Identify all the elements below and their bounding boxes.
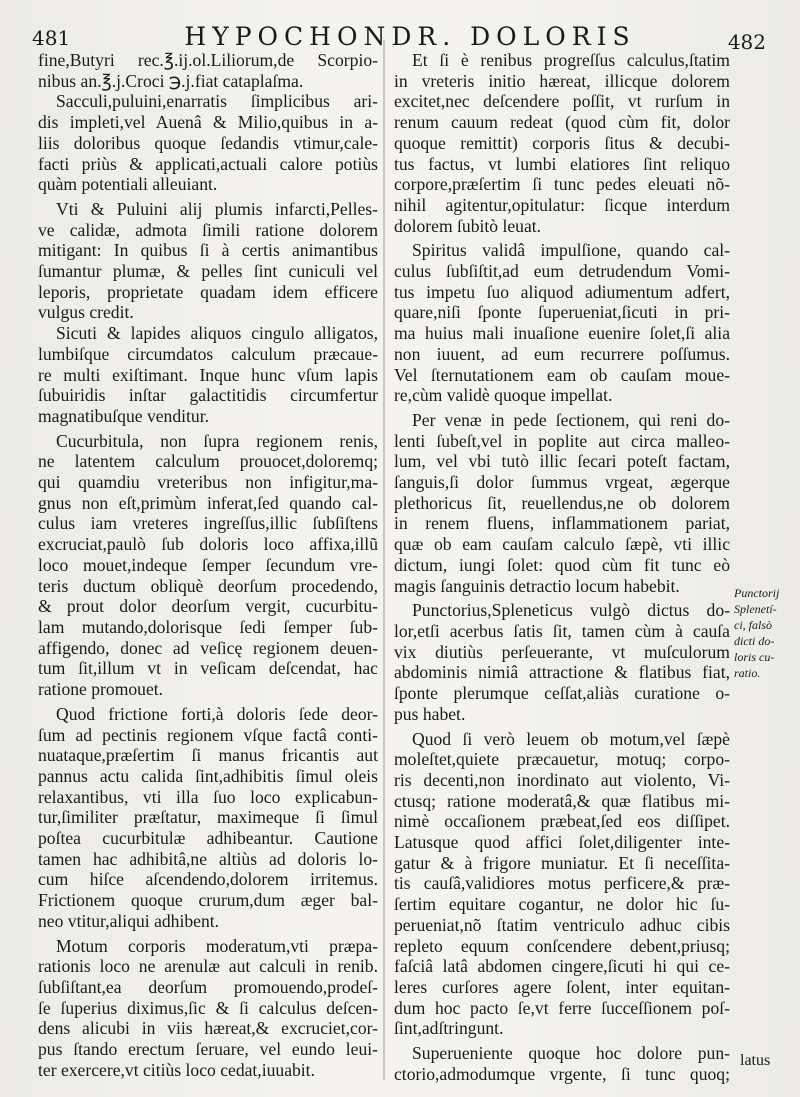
left-column-line: Vti & Puluini alij plumis infarcti,Pelles- <box>56 198 378 219</box>
left-column-line: poſtea cucurbitulæ adhibeantur. Cautione <box>38 828 378 849</box>
left-column-line: lumbiſque circumdatos calculum præcaue- <box>38 343 378 364</box>
left-column-line: & prout dolor deorſum vergit, cucurbitu- <box>38 596 378 617</box>
left-column-line: magnatibuſque venditur. <box>38 405 210 426</box>
right-column-line: Spiritus validâ impulſione, quando cal- <box>412 240 730 261</box>
right-column-line: lor,etſi acerbus ſatis ſit, tamen cùm à cauſa <box>394 620 730 641</box>
right-column-line: quæ ob eam cauſam calculo ſæpè, vti illic <box>394 534 730 555</box>
left-column-line: Sicuti & lapides aliquos cingulo alligatos, <box>56 323 378 344</box>
left-column-line: re multi exiſtimant. Inque hunc vſum lapis <box>38 364 378 385</box>
right-column-line: moleſtet,quiete præcauetur, motuq; corpo- <box>394 749 730 770</box>
left-column-line: excruciat,paulò ſub doloris loco affixa,illũ <box>38 534 378 555</box>
right-column-line: tus factus, vt lumbi elatiores ſint reliquo <box>394 153 730 174</box>
left-column-line: ſe ſuperius diximus,ſic & ſi calculus deſcen- <box>38 997 378 1018</box>
right-column-line: lenti ſubeſt,vel in poplite aut circa malleo- <box>394 430 730 451</box>
right-column-line: ctorio,admodumque vrgente, ſi tunc quoq; <box>394 1063 730 1084</box>
right-column-line: quare,niſi ſponte ſuperueniat,ſicuti in pri- <box>394 302 730 323</box>
left-column-line: Cucurbitula, non ſupra regionem renis, <box>56 430 378 451</box>
left-column-line: pannus actu calida ſint,adhibitis ſimul oleis <box>38 765 378 786</box>
left-column-line: nibus an.℥.j.Croci ℈.j.fiat cataplaſma. <box>38 70 304 91</box>
page-number-right: 482 <box>727 30 766 54</box>
right-column-line: Superueniente quoque hoc dolore pun- <box>412 1043 730 1064</box>
right-column-line: dum hoc pacto ſe,vt ferre ſucceſſionem poſ- <box>394 997 730 1018</box>
left-column-line: dis impleti,vel Auenâ & Milio,quibus in a- <box>38 112 378 133</box>
running-title: HYPOCHONDR. DOLORIS <box>184 22 636 51</box>
left-column-line: qui quamdiu vreteribus non infigitur,ma- <box>38 472 378 493</box>
left-column-line: pus ſtando erectum ſeruare, vel eundo leui- <box>38 1039 378 1060</box>
right-column-line: Et ſi è renibus progreſſus calculus,ſtatim <box>412 50 730 70</box>
left-column-line: gnus non eſt,primùm inferat,ſed quando cal- <box>38 492 378 513</box>
right-column-line: repleto equum conſcendere debent,priusq; <box>394 935 730 956</box>
margin-note-line: Splenetí- <box>734 602 777 616</box>
left-column-line: tur,ſimiliter præſtatur, maximeque ſi ſimul <box>38 807 378 828</box>
right-column-line: abdominis nimiâ attractione & flatibus fiat, <box>394 662 730 683</box>
left-column-line: ve calidæ, admota ſimili ratione dolorem <box>38 219 378 240</box>
margin-note-line: ci, falsò <box>734 618 772 632</box>
margin-note-line: Punctorij <box>734 586 780 600</box>
page-number-left: 481 <box>32 26 71 50</box>
left-column-line: teris ductum obliquè deorſum procedendo, <box>38 575 378 596</box>
right-column-line: nimè occaſionem præbeat,ſed eos diſſipet. <box>394 811 730 832</box>
right-column-line: dictum, iungi ſolet: quod cùm fit tunc eò <box>394 554 730 575</box>
right-column-line: nihil agitentur,opitulatur: ſicque interdum <box>394 194 730 215</box>
right-column-line: perueniat,nõ ſtatim ventriculo adhuc cibis <box>394 914 730 935</box>
left-column-line: Motum corporis moderatum,vti præpa- <box>56 935 378 956</box>
left-column-line: leporis, proprietate quadam idem efficere <box>38 281 378 302</box>
right-column-line: quoque remittit) corporis ſitus & decubi- <box>394 132 730 153</box>
right-column-line: Quod ſi verò leuem ob motum,vel ſæpè <box>412 728 730 749</box>
right-column-line: dolorem ſubitò leuat. <box>394 215 542 236</box>
right-column-line: Vel ſternutationem eam ob cauſam moue- <box>394 364 730 385</box>
right-column-line: ris decenti,non inordinato aut violento, Vi- <box>394 769 730 790</box>
right-column-line: leres curſores agere ſolent, inter equitan- <box>394 976 730 997</box>
left-column-line: nuataque,præſertim ſi manus fricantis aut <box>38 745 378 766</box>
left-column-line: ſumantur plumæ, & pelles ſint cuniculi vel <box>38 261 378 282</box>
right-column-line: gatur & à frigore muniatur. Et ſi neceſſita- <box>394 852 730 873</box>
left-column-line: ſum ad pectinis regionem vſque factâ conti- <box>38 724 378 745</box>
right-column-line: Punctorius,Spleneticus vulgò dictus do- <box>412 600 730 621</box>
margin-note-line: ratio. <box>734 666 761 680</box>
right-column-line: in vreteris initio hæreat, illicque dolorem <box>394 70 730 91</box>
margin-note-line: dicti do- <box>734 634 775 648</box>
left-column-line: Frictionem quoque crurum,dum æger bal- <box>38 890 378 911</box>
left-column-line: affigendo, donec ad veſicę regionem deuen- <box>38 637 378 658</box>
right-column-line: excitet,nec deſcendere poſſit, vt rurſum in <box>394 91 730 112</box>
left-column-line: rationis loco ne arenulæ aut calculi in renib. <box>38 956 378 977</box>
left-column-line: ſubſiſtant,ea deorſum promouendo,prodeſ- <box>38 976 378 997</box>
right-column-line: ſint,adſtringunt. <box>394 1018 504 1039</box>
right-column-line: Per venæ in pede ſectionem, qui reni do- <box>412 409 730 430</box>
right-column-line: Latusque quod affici ſolet,diligenter inte- <box>394 832 730 853</box>
left-column-line: liis doloribus quoque ſedandis vtimur,cale- <box>38 132 378 153</box>
right-column-line: vix diutiùs perſeuerante, vt muſculorum <box>394 641 730 662</box>
left-column-line: mitigant: In quibus ſi à certis animantibus <box>38 240 378 261</box>
right-column-line: ctusq; ratione moderatâ,& quæ flatibus mi- <box>394 790 730 811</box>
left-column-line: neo vtitur,aliqui adhibent. <box>38 910 220 931</box>
right-column-line: ſertim equitare cogantur, ne dolor hic ſu- <box>394 894 730 915</box>
right-column-line: ma huius mali inuaſione euenire ſolet,ſi alia <box>394 323 730 344</box>
left-column-line: cum hiſce aſcendendo,dolorem irritemus. <box>38 869 378 890</box>
left-column-line: fine,Butyri rec.℥.ij.ol.Liliorum,de Scorpio- <box>38 50 378 70</box>
right-column-line: non iuuent, ad eum recurrere poſſumus. <box>394 343 730 364</box>
column-gutter <box>383 40 385 1080</box>
right-column-line: ſponte plerumque ceſſat,aliàs curatione o- <box>394 683 730 704</box>
right-column-line: ſanguis,ſi dolor ſummus vrgeat, ægerque <box>394 472 730 493</box>
right-column-line: in renem fluens, inflammationem pariat, <box>394 513 730 534</box>
right-column-line: faſciâ latâ abdomen cingere,ſicuti hi qui ce- <box>394 956 730 977</box>
left-column-line: Sacculi,puluini,enarratis ſimplicibus ari- <box>56 91 378 112</box>
left-column-line: ratione promouet. <box>38 679 164 700</box>
left-column-line: ne latentem calculum prouocet,doloremq; <box>38 451 378 472</box>
margin-note <box>734 585 798 681</box>
right-column-line: tus impetu ſuo aliquod adiumentum adfert, <box>394 281 730 302</box>
left-column-line: Quod frictione forti,à doloris ſede deor- <box>56 703 378 724</box>
right-column-line: re,cùm validè quoque impellat. <box>394 385 613 406</box>
right-column-line: plethoricus ſit, reuellendus,ne ob dolorem <box>394 492 730 513</box>
right-column-line: lum, vel vbi tutò illic ſecari poteſt factam, <box>394 451 730 472</box>
right-column-line: corpore,præſertim ſi tunc pedes eleuati nõ- <box>394 174 730 195</box>
left-column-line: loco mouet,indeque ſemper ſecundum vre- <box>38 554 378 575</box>
left-column-line: tum ſit,illum vt in veſicam deſcendat, hac <box>38 658 378 679</box>
left-column-line: vulgus credit. <box>38 302 134 323</box>
left-column-line: facti priùs & applicati,actuali calore potiùs <box>38 153 378 174</box>
left-column-line: ter exercere,vt citiùs loco cedat,iuuabit. <box>38 1059 315 1080</box>
left-column <box>38 50 378 1080</box>
left-column-line: tamen hac adhibitâ,ne altiùs ad doloris lo- <box>38 848 378 869</box>
page-header <box>30 22 790 52</box>
catchword: latus <box>740 1052 771 1069</box>
left-column-line: culus iam vreteres ingreſſus,illic ſubſiſtens <box>38 513 378 534</box>
right-column-line: culus ſubſiſtit,ad eum detrudendum Vomi- <box>394 261 730 282</box>
right-column-line: tis cauſâ,validiores motus perficere,& præ- <box>394 873 730 894</box>
left-column-line: lam mutando,dolorisque ſedi ſemper ſub- <box>38 616 378 637</box>
left-column-line: dens alicubi in viis hæreat,& excruciet,cor- <box>38 1018 378 1039</box>
right-column-line: renum cauum redeat (quod cùm fit, dolor <box>394 112 730 133</box>
right-column-line: magis ſanguinis detractio locum habebit. <box>394 575 680 596</box>
left-column-line: ſubuiridis inſtar galactitidis circumfertur <box>38 385 378 406</box>
left-column-line: relaxantibus, vti illa ſuo loco explicabun- <box>38 786 378 807</box>
right-column <box>394 50 730 1084</box>
right-column-line: pus habet. <box>394 703 466 724</box>
left-column-line: quàm potentiali alleuiant. <box>38 174 218 195</box>
margin-note-line: loris cu- <box>734 650 775 664</box>
